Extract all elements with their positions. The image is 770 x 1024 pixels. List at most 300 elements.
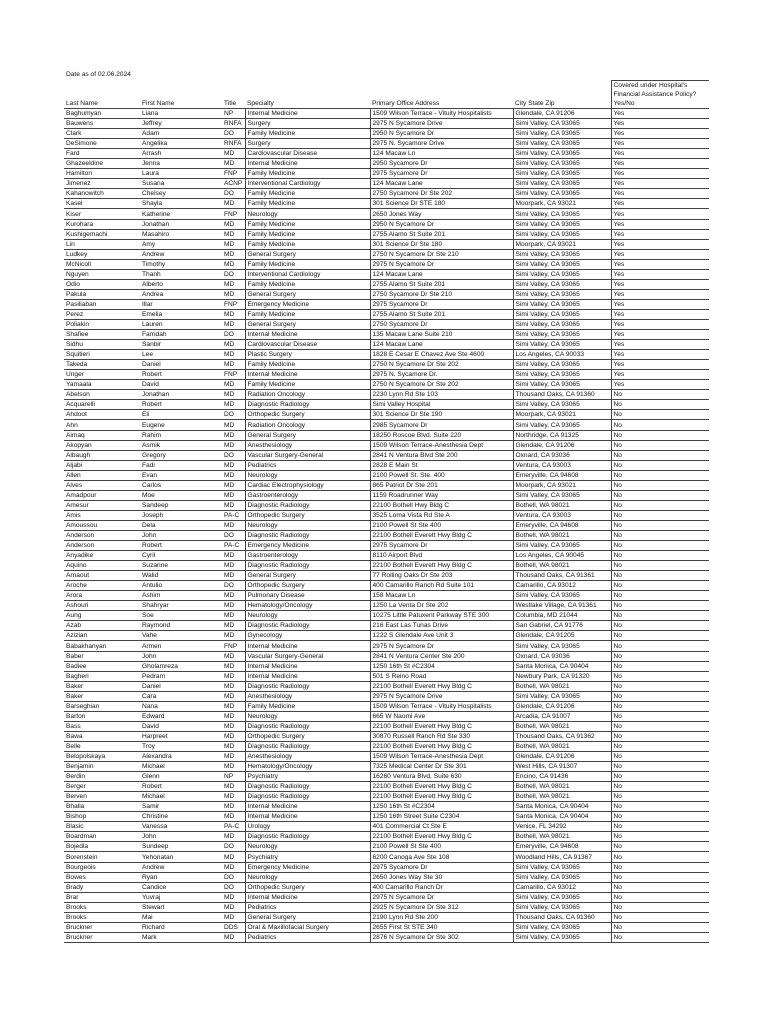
city-state-zip-cell: Bothell, WA 98021 <box>513 681 611 691</box>
city-state-zip-cell: Simi Valley, CA 93065 <box>513 892 611 902</box>
covered-cell: No <box>611 892 709 902</box>
city-state-zip-cell: Moorpark, CA 93021 <box>513 410 611 420</box>
address-cell: 2841 N Ventura Center Ste 200 <box>370 651 513 661</box>
covered-cell: No <box>611 490 709 500</box>
title-cell: MD <box>222 832 245 842</box>
last-name-cell: Amis <box>64 510 140 520</box>
covered-cell: Yes <box>611 149 709 159</box>
title-cell: DO <box>222 872 245 882</box>
city-state-zip-cell: Glendale, CA 91206 <box>513 109 611 119</box>
address-cell: 1828 E Cesar E Chavez Ave Ste 4600 <box>370 350 513 360</box>
table-row <box>64 541 709 551</box>
city-state-zip-cell: Simi Valley, CA 93065 <box>513 269 611 279</box>
address-cell: 400 Camarillo Ranch Dr <box>370 882 513 892</box>
city-state-zip-cell: Emeryville, CA 94608 <box>513 520 611 530</box>
first-name-cell: Stewart <box>140 902 222 912</box>
title-cell: MD <box>222 500 245 510</box>
table-row <box>64 912 709 922</box>
covered-cell: Yes <box>611 360 709 370</box>
header-title: Title <box>224 100 237 107</box>
title-cell: RNFA <box>222 139 245 149</box>
city-state-zip-cell: Simi Valley, CA 93065 <box>513 249 611 259</box>
covered-cell: No <box>611 802 709 812</box>
covered-cell: No <box>611 752 709 762</box>
table-row <box>64 309 709 319</box>
specialty-cell: Psychiatry <box>245 772 370 782</box>
covered-cell: No <box>611 510 709 520</box>
address-cell: 2190 Lynn Rd Ste 200 <box>370 912 513 922</box>
last-name-cell: Sidhu <box>64 340 140 350</box>
city-state-zip-cell: Simi Valley, CA 93065 <box>513 189 611 199</box>
first-name-cell: Walid <box>140 571 222 581</box>
specialty-cell: Neurology <box>245 842 370 852</box>
title-cell: MD <box>222 430 245 440</box>
table-row <box>64 551 709 561</box>
covered-cell: Yes <box>611 179 709 189</box>
first-name-cell: John <box>140 530 222 540</box>
table-row <box>64 581 709 591</box>
specialty-cell: General Surgery <box>245 430 370 440</box>
first-name-cell: Farridah <box>140 330 222 340</box>
address-cell: 2975 N Sycamore Drive <box>370 119 513 129</box>
title-cell: DO <box>222 842 245 852</box>
title-cell: MD <box>222 912 245 922</box>
title-cell: MD <box>222 631 245 641</box>
specialty-cell: Internal Medicine <box>245 892 370 902</box>
city-state-zip-cell: Simi Valley, CA 93065 <box>513 922 611 932</box>
table-row <box>64 350 709 360</box>
table-header <box>64 81 709 109</box>
covered-cell: No <box>611 520 709 530</box>
last-name-cell: Shafiee <box>64 330 140 340</box>
last-name-cell: DeSimone <box>64 139 140 149</box>
table-row <box>64 862 709 872</box>
first-name-cell: Soe <box>140 611 222 621</box>
city-state-zip-cell: Columbia, MD 21044 <box>513 611 611 621</box>
specialty-cell: Pediatrics <box>245 932 370 942</box>
address-cell: 2975 N Sycamore Dr <box>370 641 513 651</box>
title-cell: MD <box>222 812 245 822</box>
city-state-zip-cell: Simi Valley, CA 93065 <box>513 319 611 329</box>
covered-cell: Yes <box>611 340 709 350</box>
city-state-zip-cell: Bothell, WA 98021 <box>513 561 611 571</box>
title-cell: DO <box>222 330 245 340</box>
title-cell: MD <box>222 460 245 470</box>
title-cell: MD <box>222 731 245 741</box>
specialty-cell: Neurology <box>245 711 370 721</box>
specialty-cell: Orthopedic Surgery <box>245 510 370 520</box>
specialty-cell: Plastic Surgery <box>245 350 370 360</box>
address-cell: 2950 Sycamore Dr <box>370 159 513 169</box>
title-cell: MD <box>222 621 245 631</box>
covered-cell: No <box>611 681 709 691</box>
specialty-cell: Radiation Oncology <box>245 420 370 430</box>
specialty-cell: Emergency Medicine <box>245 299 370 309</box>
last-name-cell: Lin <box>64 239 140 249</box>
first-name-cell: Katherine <box>140 209 222 219</box>
last-name-cell: Pakula <box>64 289 140 299</box>
address-cell: 2755 Alamo St Suite 201 <box>370 309 513 319</box>
address-cell: 2950 N Sycamore Dr <box>370 219 513 229</box>
first-name-cell: Thanh <box>140 269 222 279</box>
address-cell: 865 Patriot Dr Ste 201 <box>370 480 513 490</box>
specialty-cell: Psychiatry <box>245 852 370 862</box>
last-name-cell: Anderson <box>64 541 140 551</box>
table-row <box>64 390 709 400</box>
table-row <box>64 701 709 711</box>
last-name-cell: Baker <box>64 681 140 691</box>
specialty-cell: Hematology/Oncology <box>245 601 370 611</box>
covered-cell: No <box>611 460 709 470</box>
covered-cell: No <box>611 530 709 540</box>
covered-cell: No <box>611 430 709 440</box>
first-name-cell: Christine <box>140 812 222 822</box>
first-name-cell: Mark <box>140 932 222 942</box>
first-name-cell: Arrash <box>140 149 222 159</box>
address-cell: 124 Macaw Lane <box>370 269 513 279</box>
city-state-zip-cell: Simi Valley, CA 93065 <box>513 370 611 380</box>
title-cell: MD <box>222 279 245 289</box>
title-cell: MD <box>222 752 245 762</box>
first-name-cell: Robert <box>140 400 222 410</box>
covered-cell: No <box>611 551 709 561</box>
last-name-cell: Berger <box>64 782 140 792</box>
title-cell: DO <box>222 450 245 460</box>
address-cell: 2975 N Sycamore Drive <box>370 691 513 701</box>
table-row <box>64 822 709 832</box>
last-name-cell: Babakhanyan <box>64 641 140 651</box>
specialty-cell: Family Medicine <box>245 229 370 239</box>
address-cell: 1509 Wilson Terrace-Anesthesia Dept <box>370 440 513 450</box>
table-row <box>64 139 709 149</box>
specialty-cell: Diagnostic Radiology <box>245 561 370 571</box>
specialty-cell: Neurology <box>245 872 370 882</box>
specialty-cell: Gastroenterology <box>245 551 370 561</box>
first-name-cell: Jonathan <box>140 390 222 400</box>
address-cell: 2650 Jones Way <box>370 209 513 219</box>
specialty-cell: Pulmonary Disease <box>245 591 370 601</box>
specialty-cell: Orthopedic Surgery <box>245 882 370 892</box>
title-cell: DO <box>222 530 245 540</box>
covered-cell: No <box>611 641 709 651</box>
address-cell: 16260 Ventura Blvd, Suite 630 <box>370 772 513 782</box>
last-name-cell: Nguyen <box>64 269 140 279</box>
last-name-cell: Jimenez <box>64 179 140 189</box>
address-cell: 7325 Medical Center Dr Ste 301 <box>370 762 513 772</box>
last-name-cell: Aung <box>64 611 140 621</box>
specialty-cell: Internal Medicine <box>245 109 370 119</box>
physician-table <box>64 80 709 943</box>
table-row <box>64 681 709 691</box>
first-name-cell: Evan <box>140 470 222 480</box>
specialty-cell: Diagnostic Radiology <box>245 500 370 510</box>
covered-cell: No <box>611 852 709 862</box>
title-cell: DO <box>222 882 245 892</box>
specialty-cell: Cardiac Electrophysiology <box>245 480 370 490</box>
title-cell: MD <box>222 480 245 490</box>
covered-cell: Yes <box>611 189 709 199</box>
city-state-zip-cell: Simi Valley, CA 93065 <box>513 159 611 169</box>
title-cell: MD <box>222 309 245 319</box>
specialty-cell: Internal Medicine <box>245 330 370 340</box>
city-state-zip-cell: Thousand Oaks, CA 91360 <box>513 912 611 922</box>
covered-cell: Yes <box>611 279 709 289</box>
address-cell: 2650 Jones Way Ste 30 <box>370 872 513 882</box>
first-name-cell: Cara <box>140 691 222 701</box>
table-row <box>64 510 709 520</box>
specialty-cell: Anesthesiology <box>245 691 370 701</box>
address-cell: 158 Macaw Ln <box>370 591 513 601</box>
title-cell: MD <box>222 199 245 209</box>
title-cell: MD <box>222 671 245 681</box>
title-cell: MD <box>222 400 245 410</box>
address-cell: 2841 N Ventura Blvd Ste 200 <box>370 450 513 460</box>
title-cell: MD <box>222 651 245 661</box>
covered-cell: Yes <box>611 249 709 259</box>
header-covered: Covered under Hospital's Financial Assistance Policy? Yes/No <box>611 81 709 109</box>
city-state-zip-cell: Woodland Hills, CA 91367 <box>513 852 611 862</box>
table-row <box>64 279 709 289</box>
covered-cell: No <box>611 440 709 450</box>
address-cell: 8110 Airport Blvd <box>370 551 513 561</box>
title-cell: MD <box>222 149 245 159</box>
first-name-cell: Laura <box>140 169 222 179</box>
title-cell: PA-C <box>222 510 245 520</box>
first-name-cell: Ryan <box>140 872 222 882</box>
first-name-cell: Robert <box>140 370 222 380</box>
header-address: Primary Office Address <box>372 100 440 107</box>
title-cell: MD <box>222 802 245 812</box>
title-cell: FNP <box>222 370 245 380</box>
address-cell: 1509 Wilson Terrace - Vituity Hospitalists <box>370 701 513 711</box>
first-name-cell: Lauren <box>140 319 222 329</box>
first-name-cell: Gregory <box>140 450 222 460</box>
city-state-zip-cell: Emeryville, CA 94608 <box>513 470 611 480</box>
specialty-cell: General Surgery <box>245 289 370 299</box>
first-name-cell: David <box>140 380 222 390</box>
specialty-cell: Family Medicine <box>245 701 370 711</box>
last-name-cell: Kasel <box>64 199 140 209</box>
first-name-cell: Susana <box>140 179 222 189</box>
city-state-zip-cell: Santa Monica, CA 90404 <box>513 812 611 822</box>
city-state-zip-cell: Simi Valley, CA 93065 <box>513 360 611 370</box>
city-state-zip-cell: Simi Valley, CA 93065 <box>513 340 611 350</box>
covered-cell: No <box>611 721 709 731</box>
last-name-cell: Bruckner <box>64 932 140 942</box>
header-city-state-zip: City State Zip <box>515 100 555 107</box>
covered-cell: No <box>611 410 709 420</box>
city-state-zip-cell: Simi Valley, CA 93065 <box>513 330 611 340</box>
title-cell: MD <box>222 571 245 581</box>
city-state-zip-cell: Camarillo, CA 93012 <box>513 581 611 591</box>
last-name-cell: Abelson <box>64 390 140 400</box>
last-name-cell: Bass <box>64 721 140 731</box>
city-state-zip-cell: Thousand Oaks, CA 91362 <box>513 731 611 741</box>
first-name-cell: Richard <box>140 922 222 932</box>
title-cell: NP <box>222 772 245 782</box>
specialty-cell: Pediatrics <box>245 460 370 470</box>
city-state-zip-cell: Northridge, CA 91325 <box>513 430 611 440</box>
first-name-cell: Troy <box>140 741 222 751</box>
city-state-zip-cell: Bothell, WA 98021 <box>513 792 611 802</box>
first-name-cell: Suzanne <box>140 561 222 571</box>
covered-cell: No <box>611 420 709 430</box>
address-cell: 22100 Bothell Everett Hwy Bldg C <box>370 741 513 751</box>
covered-cell: Yes <box>611 319 709 329</box>
city-state-zip-cell: Los Angeles, CA 90045 <box>513 551 611 561</box>
city-state-zip-cell: Simi Valley, CA 93065 <box>513 932 611 942</box>
city-state-zip-cell: West Hills, CA 91307 <box>513 762 611 772</box>
covered-cell: No <box>611 701 709 711</box>
city-state-zip-cell: Simi Valley, CA 93065 <box>513 380 611 390</box>
city-state-zip-cell: Simi Valley, CA 93065 <box>513 169 611 179</box>
last-name-cell: Barseghian <box>64 701 140 711</box>
table-row <box>64 782 709 792</box>
specialty-cell: Family Medicine <box>245 219 370 229</box>
specialty-cell: General Surgery <box>245 571 370 581</box>
address-cell: 2925 N Sycamore Dr Ste 312 <box>370 902 513 912</box>
first-name-cell: Eugene <box>140 420 222 430</box>
table-row <box>64 762 709 772</box>
city-state-zip-cell: Newbury Park, CA 91320 <box>513 671 611 681</box>
address-cell: 124 Macaw Lane <box>370 340 513 350</box>
last-name-cell: Anyadike <box>64 551 140 561</box>
city-state-zip-cell: Simi Valley, CA 93065 <box>513 691 611 701</box>
specialty-cell: Family Medicine <box>245 279 370 289</box>
table-row <box>64 460 709 470</box>
covered-cell: Yes <box>611 219 709 229</box>
table-row <box>64 601 709 611</box>
first-name-cell: Pedram <box>140 671 222 681</box>
covered-cell: Yes <box>611 199 709 209</box>
title-cell: ACNP <box>222 179 245 189</box>
specialty-cell: Diagnostic Radiology <box>245 681 370 691</box>
table-row <box>64 631 709 641</box>
table-row <box>64 289 709 299</box>
table-row <box>64 370 709 380</box>
last-name-cell: Odio <box>64 279 140 289</box>
table-row <box>64 561 709 571</box>
address-cell: 22100 Bothell Everett Hwy Bldg C <box>370 782 513 792</box>
specialty-cell: Internal Medicine <box>245 671 370 681</box>
address-cell: 2100 Powell St. Ste. 400 <box>370 470 513 480</box>
title-cell: MD <box>222 490 245 500</box>
covered-cell: Yes <box>611 229 709 239</box>
table-row <box>64 922 709 932</box>
table-row <box>64 832 709 842</box>
last-name-cell: Aroche <box>64 581 140 591</box>
specialty-cell: Orthopedic Surgery <box>245 410 370 420</box>
covered-cell: Yes <box>611 159 709 169</box>
table-row <box>64 892 709 902</box>
table-row <box>64 450 709 460</box>
last-name-cell: Fard <box>64 149 140 159</box>
city-state-zip-cell: Glendale, CA 91206 <box>513 440 611 450</box>
header-last-name: Last Name <box>66 100 98 107</box>
first-name-cell: Mai <box>140 912 222 922</box>
title-cell: MD <box>222 289 245 299</box>
table-row <box>64 400 709 410</box>
covered-cell: No <box>611 671 709 681</box>
last-name-cell: Alves <box>64 480 140 490</box>
city-state-zip-cell: Simi Valley, CA 93065 <box>513 289 611 299</box>
first-name-cell: Adam <box>140 129 222 139</box>
covered-cell: No <box>611 792 709 802</box>
specialty-cell: Radiation Oncology <box>245 390 370 400</box>
covered-cell: Yes <box>611 259 709 269</box>
title-cell: FNP <box>222 641 245 651</box>
last-name-cell: Akopyan <box>64 440 140 450</box>
first-name-cell: Andrew <box>140 862 222 872</box>
specialty-cell: Anesthesiology <box>245 752 370 762</box>
last-name-cell: Benjamin <box>64 762 140 772</box>
address-cell: 1250 16th St #C2304 <box>370 802 513 812</box>
address-cell: 77 Rolling Oaks Dr Ste 203 <box>370 571 513 581</box>
table-row <box>64 772 709 782</box>
covered-cell: Yes <box>611 269 709 279</box>
address-cell: 22100 Bothell Everett Hwy Bldg C <box>370 832 513 842</box>
first-name-cell: Timothy <box>140 259 222 269</box>
city-state-zip-cell: Simi Valley, CA 93065 <box>513 309 611 319</box>
covered-cell: No <box>611 601 709 611</box>
title-cell: MD <box>222 340 245 350</box>
table-row <box>64 731 709 741</box>
title-cell: MD <box>222 852 245 862</box>
covered-cell: No <box>611 561 709 571</box>
last-name-cell: Azizian <box>64 631 140 641</box>
city-state-zip-cell: Simi Valley, CA 93065 <box>513 279 611 289</box>
title-cell: FNP <box>222 209 245 219</box>
table-row <box>64 179 709 189</box>
address-cell: 2100 Powell St Ste 400 <box>370 842 513 852</box>
address-cell: 400 Camarillo Ranch Rd Suite 101 <box>370 581 513 591</box>
last-name-cell: Berdin <box>64 772 140 782</box>
specialty-cell: Family Medicine <box>245 239 370 249</box>
city-state-zip-cell: Simi Valley, CA 93065 <box>513 119 611 129</box>
last-name-cell: Takeda <box>64 360 140 370</box>
specialty-cell: Diagnostic Radiology <box>245 741 370 751</box>
covered-cell: No <box>611 480 709 490</box>
first-name-cell: Masahiro <box>140 229 222 239</box>
city-state-zip-cell: Moorpark, CA 93021 <box>513 480 611 490</box>
title-cell: DO <box>222 189 245 199</box>
city-state-zip-cell: Simi Valley, CA 93065 <box>513 541 611 551</box>
covered-cell: No <box>611 581 709 591</box>
first-name-cell: John <box>140 832 222 842</box>
first-name-cell: Glenn <box>140 772 222 782</box>
table-row <box>64 571 709 581</box>
last-name-cell: Clark <box>64 129 140 139</box>
title-cell: MD <box>222 762 245 772</box>
specialty-cell: Interventional Cardiology <box>245 179 370 189</box>
table-row <box>64 500 709 510</box>
specialty-cell: Diagnostic Radiology <box>245 621 370 631</box>
specialty-cell: Surgery <box>245 139 370 149</box>
city-state-zip-cell: Bothell, WA 98021 <box>513 741 611 751</box>
covered-cell: No <box>611 762 709 772</box>
table-row <box>64 591 709 601</box>
covered-cell: Yes <box>611 139 709 149</box>
city-state-zip-cell: Simi Valley, CA 93065 <box>513 229 611 239</box>
specialty-cell: Family Medicine <box>245 169 370 179</box>
title-cell: MD <box>222 892 245 902</box>
city-state-zip-cell: Moorpark, CA 93021 <box>513 199 611 209</box>
table-row <box>64 199 709 209</box>
title-cell: MD <box>222 591 245 601</box>
city-state-zip-cell: Los Angeles, CA 90033 <box>513 350 611 360</box>
last-name-cell: Acquarelli <box>64 400 140 410</box>
address-cell: 2750 N Sycamore Dr Ste 210 <box>370 249 513 259</box>
